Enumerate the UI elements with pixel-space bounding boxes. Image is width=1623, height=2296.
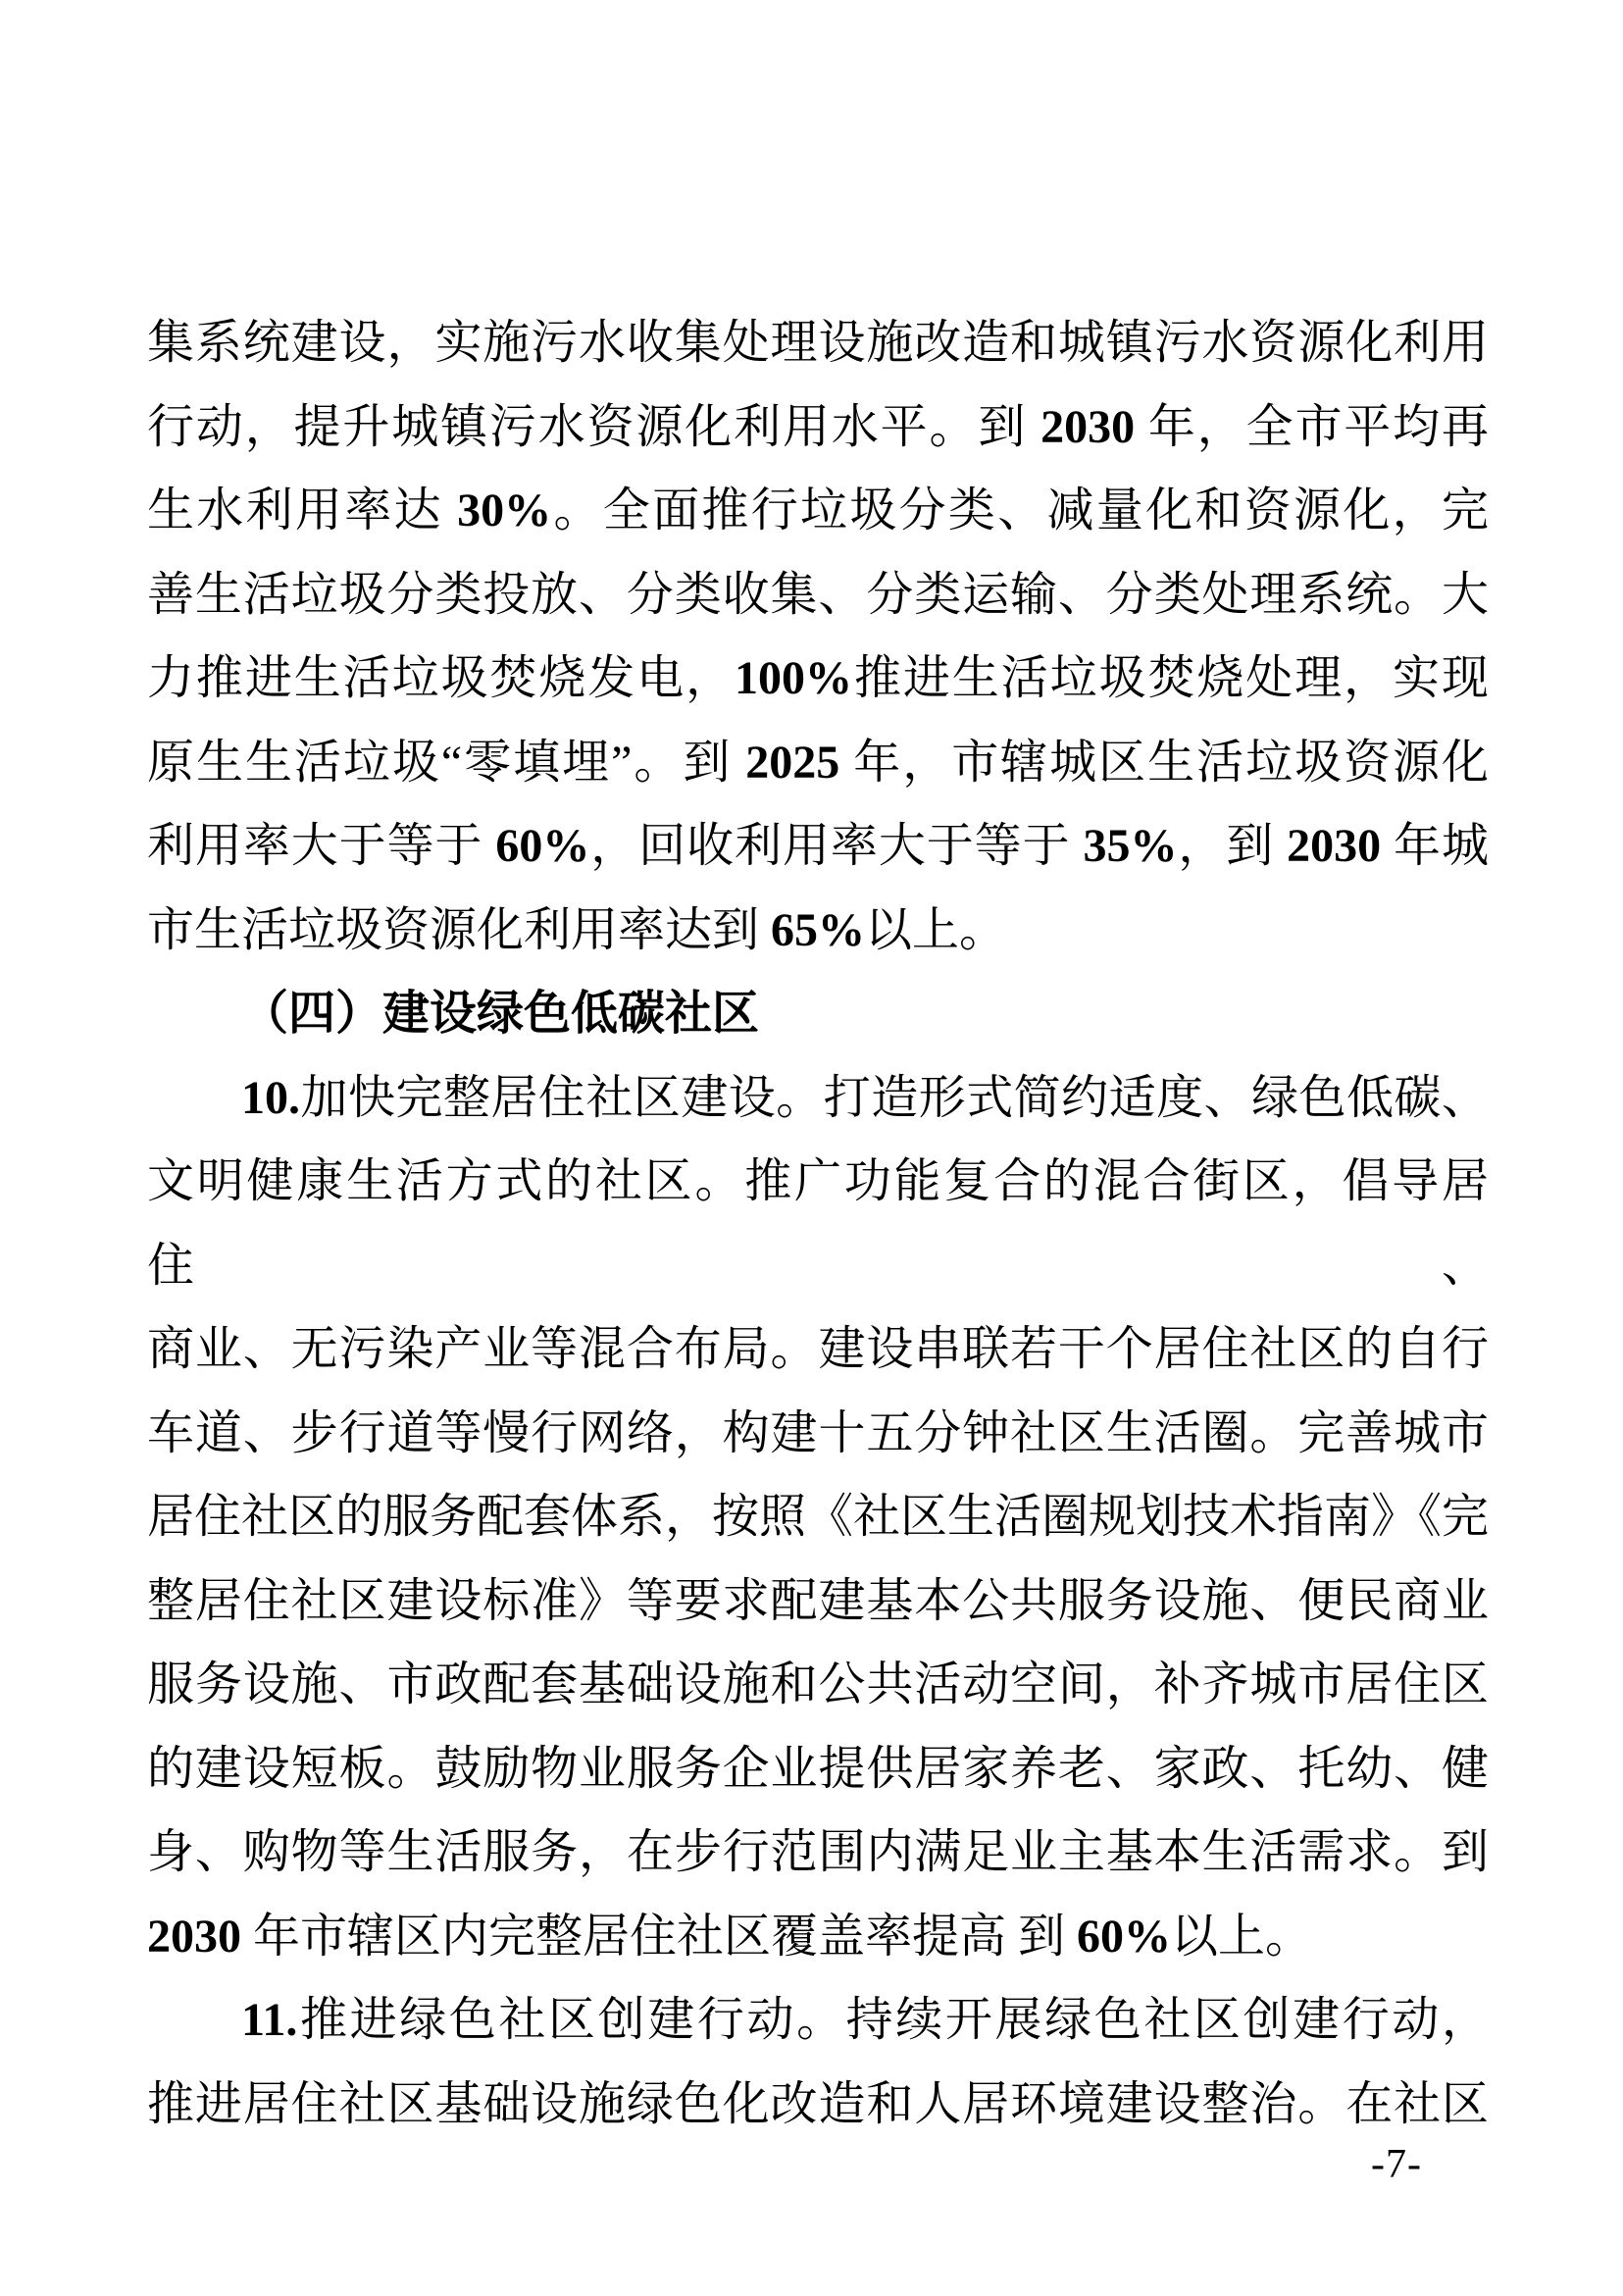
text-segment: 整居住社区建设标准》等要求配建基本公共服务设施、便民商业 bbox=[147, 1574, 1489, 1627]
text-line bbox=[147, 469, 1489, 553]
text-line bbox=[147, 1056, 1489, 1141]
text-segment: 行动，提升城镇污水资源化利用水平。到 bbox=[147, 400, 1041, 453]
text-segment: 生水利用率达 bbox=[147, 485, 458, 536]
text-segment: ，到 bbox=[1177, 820, 1288, 872]
text-segment: 以上。 bbox=[1171, 1910, 1313, 1963]
section-heading bbox=[147, 972, 1489, 1056]
text-segment: （四）建设绿色低碳社区 bbox=[241, 988, 760, 1040]
text-segment: 文明健康生活方式的社区。推广功能复合的混合街区，倡导居住、 bbox=[147, 1155, 1489, 1292]
bold-number: 35% bbox=[1083, 820, 1178, 872]
text-segment: 。全面推行垃圾分类、减量化和资源化，完 bbox=[551, 485, 1489, 536]
text-segment: 加快完整居住社区建设。打造形式简约适度、绿色低碳、 bbox=[300, 1071, 1489, 1124]
page-number: -7- bbox=[1371, 2142, 1422, 2187]
bold-number: 60% bbox=[495, 820, 590, 872]
text-line bbox=[147, 1140, 1489, 1307]
bold-number: 60% bbox=[1077, 1910, 1172, 1963]
text-line bbox=[147, 721, 1489, 805]
document-page-body bbox=[147, 301, 1489, 2146]
bold-number: 2030 bbox=[1287, 820, 1382, 872]
text-segment: 利用率大于等于 bbox=[147, 820, 496, 872]
bold-number: 2025 bbox=[745, 736, 840, 789]
text-line bbox=[147, 1978, 1489, 2063]
text-segment: 居住社区的服务配套体系，按照《社区生活圈规划技术指南》《完 bbox=[147, 1491, 1490, 1543]
text-line bbox=[147, 553, 1489, 638]
text-segment: 年，全市平均再 bbox=[1135, 400, 1489, 453]
text-segment: 身、购物等生活服务，在步行范围内满足业主基本生活需求。到 bbox=[147, 1826, 1489, 1878]
bold-number: 2030 bbox=[147, 1910, 241, 1963]
text-line bbox=[147, 637, 1489, 721]
text-segment: 年市辖区内完整居住社区覆盖率提高 到 bbox=[241, 1910, 1078, 1963]
text-segment: 以上。 bbox=[865, 903, 1007, 956]
text-line bbox=[147, 301, 1489, 385]
text-segment: 推进居住社区基础设施绿色化改造和人居环境建设整治。在社区 bbox=[147, 2077, 1489, 2130]
bold-number: 10. bbox=[241, 1071, 300, 1124]
bold-number: 65% bbox=[771, 903, 866, 956]
text-line bbox=[147, 1392, 1489, 1476]
text-segment: 善生活垃圾分类投放、分类收集、分类运输、分类处理系统。大 bbox=[147, 568, 1489, 621]
text-line bbox=[147, 1811, 1489, 1895]
bold-number: 30% bbox=[457, 485, 552, 536]
text-line bbox=[147, 804, 1489, 889]
text-segment: 力推进生活垃圾焚烧发电， bbox=[147, 652, 735, 704]
bold-number: 11. bbox=[241, 1994, 298, 2046]
text-line bbox=[147, 1643, 1489, 1727]
text-line bbox=[147, 385, 1489, 470]
text-line bbox=[147, 1307, 1489, 1392]
text-segment: 原生生活垃圾“零填埋”。到 bbox=[147, 736, 746, 789]
bold-number: 2030 bbox=[1040, 400, 1136, 453]
text-segment: 商业、无污染产业等混合布局。建设串联若干个居住社区的自行 bbox=[147, 1323, 1489, 1375]
text-segment: 年城 bbox=[1381, 820, 1489, 872]
bold-number: 100% bbox=[735, 652, 853, 704]
text-segment: 车道、步行道等慢行网络，构建十五分钟社区生活圈。完善城市 bbox=[147, 1406, 1489, 1459]
text-segment: ，回收利用率大于等于 bbox=[589, 820, 1084, 872]
text-line bbox=[147, 1475, 1489, 1559]
text-segment: 推进生活垃圾焚烧处理，实现 bbox=[852, 652, 1489, 704]
text-line bbox=[147, 2063, 1489, 2147]
text-line bbox=[147, 1559, 1489, 1644]
text-segment: 年，市辖城区生活垃圾资源化 bbox=[839, 736, 1489, 789]
text-segment: 的建设短板。鼓励物业服务企业提供居家养老、家政、托幼、健 bbox=[147, 1742, 1489, 1795]
text-segment: 集系统建设，实施污水收集处理设施改造和城镇污水资源化利用 bbox=[147, 317, 1489, 369]
text-line bbox=[147, 1727, 1489, 1811]
text-segment: 市生活垃圾资源化利用率达到 bbox=[147, 903, 772, 956]
text-line bbox=[147, 1895, 1489, 1979]
text-line bbox=[147, 889, 1489, 973]
text-segment: 推进绿色社区创建行动。持续开展绿色社区创建行动， bbox=[297, 1994, 1489, 2046]
text-segment: 服务设施、市政配套基础设施和公共活动空间，补齐城市居住区 bbox=[147, 1658, 1489, 1710]
